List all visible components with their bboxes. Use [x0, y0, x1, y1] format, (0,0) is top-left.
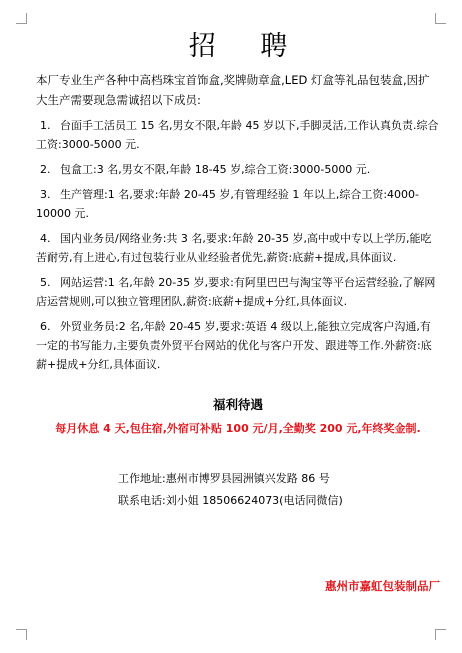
- benefits-heading: 福利待遇: [212, 397, 263, 412]
- page-corner-mark: [435, 629, 446, 640]
- intro-paragraph: 本厂专业生产各种中高档珠宝首饰盒,奖牌勋章盒,LED 灯盒等礼品包装盒,因扩大生产需要现急需诚招以下成员:: [36, 73, 430, 107]
- list-item: [36, 273, 440, 311]
- item-text: 外贸业务员:2 名,年龄 20-45 岁,要求:英语 4 级以上,能独立完成客户沟通,有一定的书写能力,主要负责外贸平台网站的优化与客户开发、跟进等工作.外薪资:底薪+提成+分红,具体面议.: [36, 320, 432, 371]
- company-name: 惠州市嘉虹包装制品厂: [325, 579, 440, 593]
- item-text: 国内业务员/网络业务:共 3 名,要求:年龄 20-35 岁,高中或中专以上学历,能吃苦耐劳,有上进心,有过包装行业从业经验者优先,薪资:底薪+提成,具体面议.: [36, 232, 432, 264]
- item-number: 3.: [40, 188, 51, 201]
- item-number: 1.: [40, 119, 51, 132]
- item-number: 2.: [40, 163, 51, 176]
- list-item: [36, 229, 440, 267]
- work-address: 工作地址:惠州市博罗县园洲镇兴发路 86 号: [118, 472, 330, 485]
- list-item: [36, 317, 440, 374]
- list-item: [36, 116, 440, 154]
- item-number: 5.: [40, 276, 51, 289]
- document-page: [36, 30, 440, 512]
- positions-list: [36, 116, 440, 374]
- page-corner-mark: [16, 629, 27, 640]
- item-number: 6.: [40, 320, 51, 333]
- page-title: 招 聘: [188, 31, 306, 62]
- item-text: 网站运营:1 名,年龄 20-35 岁,要求:有阿里巴巴与淘宝等平台运营经验,了解网店运营规则,可以独立管理团队,薪资:底薪+提成+分红,具体面议.: [36, 276, 436, 308]
- item-text: 包盒工:3 名,男女不限,年龄 18-45 岁,综合工资:3000-5000 元.: [60, 163, 371, 176]
- contact-block: [118, 468, 440, 512]
- benefits-text: 每月休息 4 天,包住宿,外宿可补贴 100 元/月,全勤奖 200 元,年终奖金制.: [55, 422, 421, 435]
- page-corner-mark: [435, 13, 446, 24]
- contact-phone: 联系电话:刘小姐 18506624073(电话同微信): [118, 494, 343, 507]
- list-item: [36, 160, 440, 179]
- item-text: 生产管理:1 名,要求:年龄 20-45 岁,有管理经验 1 年以上,综合工资:4000-10000 元.: [36, 188, 420, 220]
- item-text: 台面手工活员工 15 名,男女不限,年龄 45 岁以下,手脚灵活,工作认真负责.综合工资:3000-5000 元.: [36, 119, 439, 151]
- list-item: [36, 185, 440, 223]
- item-number: 4.: [40, 232, 51, 245]
- page-corner-mark: [16, 13, 27, 24]
